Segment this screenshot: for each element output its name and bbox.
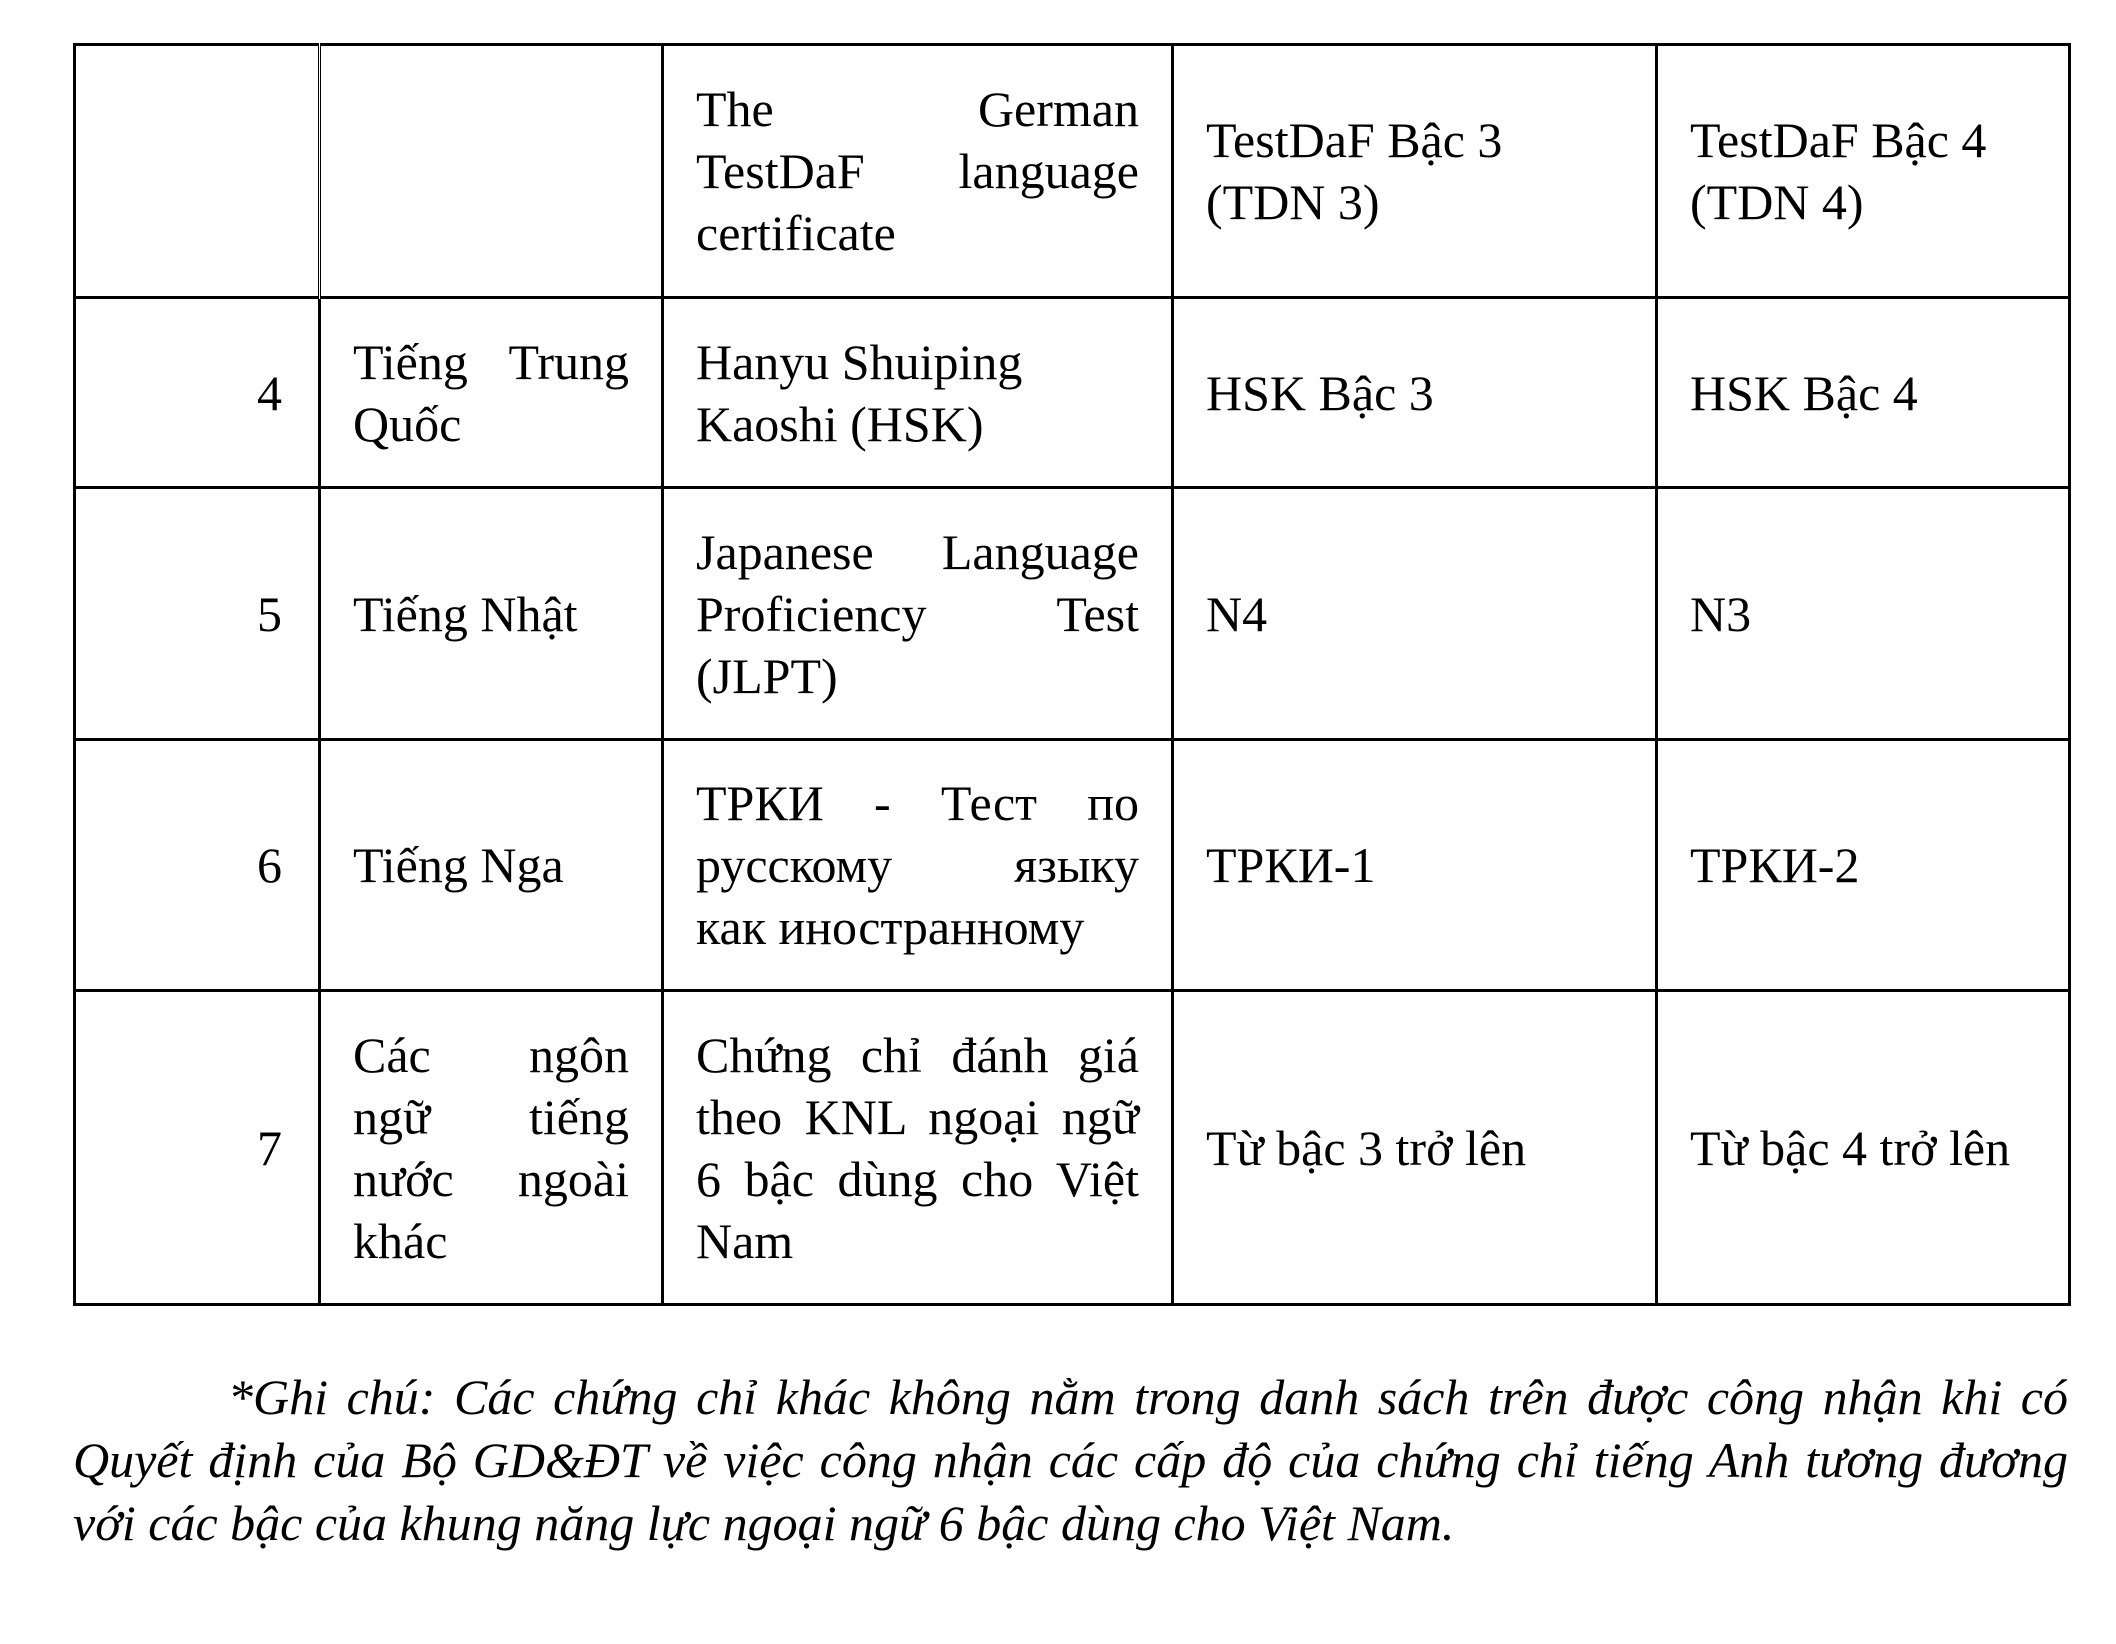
header-cell-level3 (1173, 45, 1657, 298)
certificate-line: Chứng chỉ đánh giá (696, 1026, 1139, 1083)
certificate-line: Hanyu Shuiping (696, 333, 1023, 390)
row-language (320, 488, 663, 740)
header-cell-empty-2 (320, 45, 663, 298)
language-line: Tiếng Nhật (353, 585, 578, 642)
row-level3: ТРКИ-1 (1173, 740, 1657, 991)
certificate-line: (JLPT) (696, 647, 838, 704)
certificate-line: Kaoshi (HSK) (696, 395, 984, 452)
row-level4: HSK Bậc 4 (1657, 298, 2070, 488)
header-level3-line: (TDN 3) (1206, 174, 1380, 230)
row-language (320, 740, 663, 991)
header-cell-certificate (663, 45, 1173, 298)
certificate-line: 6 bậc dùng cho Việt (696, 1150, 1139, 1207)
header-level4-line: TestDaF Bậc 4 (1690, 112, 1987, 168)
certificate-line: theo KNL ngoại ngữ (696, 1088, 1139, 1145)
language-line: Tiếng Trung (353, 333, 629, 390)
row-level4: ТРКИ-2 (1657, 740, 2070, 991)
certificate-line: Japanese Language (696, 523, 1139, 580)
certificate-line: ТРКИ - Тест по (696, 775, 1139, 831)
certificate-equivalence-table (73, 43, 2071, 1306)
footnote: *Ghi chú: Các chứng chỉ khác không nằm trong danh sách trên được công nhận khi có Quyết định của Bộ GD&ĐT về việc công nhận các cấp độ của chứng chỉ tiếng Anh tương đương với các bậc của khung năng lực ngoại ngữ 6 bậc dùng cho Việt Nam. (73, 1369, 2068, 1551)
row-level3: HSK Bậc 3 (1173, 298, 1657, 488)
language-line: Các ngôn (353, 1026, 629, 1083)
certificate-line: как иностранному (696, 899, 1085, 955)
table-row (75, 740, 2070, 991)
row-certificate (663, 488, 1173, 740)
language-line: nước ngoài (353, 1150, 629, 1207)
header-level4-line: (TDN 4) (1690, 174, 1864, 230)
certificate-line: русскому языку (696, 837, 1139, 893)
row-level4: Từ bậc 4 trở lên (1657, 991, 2070, 1305)
row-level3: Từ bậc 3 trở lên (1173, 991, 1657, 1305)
table-row (75, 298, 2070, 488)
header-cell-empty-1 (75, 45, 320, 298)
language-line: ngữ tiếng (353, 1088, 629, 1145)
language-line: Quốc (353, 395, 462, 452)
row-level3: N4 (1173, 488, 1657, 740)
header-cert-line: The German (696, 81, 1139, 137)
header-level3-line: TestDaF Bậc 3 (1206, 112, 1503, 168)
certificate-line: Proficiency Test (696, 585, 1139, 642)
row-number: 4 (75, 298, 320, 488)
table-row (75, 991, 2070, 1305)
language-line: khác (353, 1212, 448, 1269)
row-language (320, 991, 663, 1305)
row-certificate (663, 991, 1173, 1305)
row-number: 7 (75, 991, 320, 1305)
header-cert-line: certificate (696, 205, 896, 261)
table-row (75, 488, 2070, 740)
certificate-line: Nam (696, 1212, 794, 1269)
row-language (320, 298, 663, 488)
row-certificate (663, 740, 1173, 991)
language-line: Tiếng Nga (353, 837, 564, 893)
row-level4: N3 (1657, 488, 2070, 740)
row-certificate (663, 298, 1173, 488)
header-cert-line: TestDaF language (696, 143, 1139, 199)
row-number: 5 (75, 488, 320, 740)
row-number: 6 (75, 740, 320, 991)
table-header-row (75, 45, 2070, 298)
header-cell-level4 (1657, 45, 2070, 298)
